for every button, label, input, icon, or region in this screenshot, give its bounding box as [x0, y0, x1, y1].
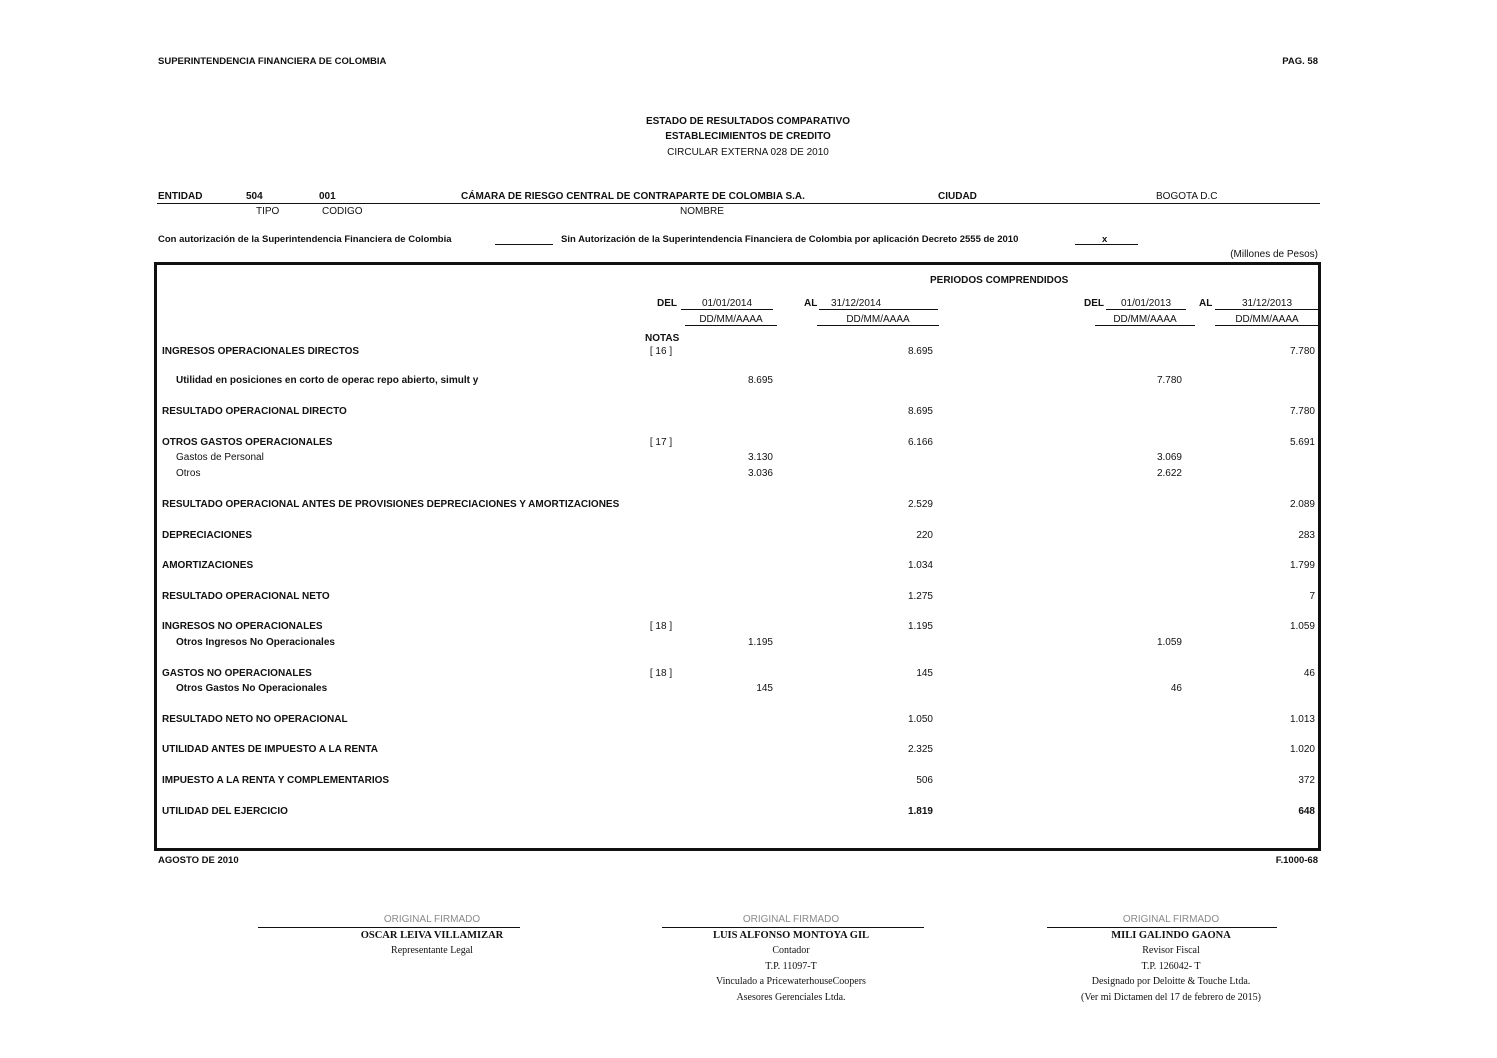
authorization-with-blank: [495, 244, 553, 245]
table-row: [157, 775, 1318, 790]
current-to-format: DD/MM/AAAA: [817, 314, 939, 326]
table-row: [157, 437, 1318, 452]
row-total-current: 2.325: [907, 744, 933, 755]
report-subtitle: ESTABLECIMIENTOS DE CREDITO: [665, 131, 831, 142]
row-total-prior: 46: [1303, 668, 1315, 679]
footer-date: AGOSTO DE 2010: [158, 855, 239, 866]
units-label: (Millones de Pesos): [1230, 249, 1318, 260]
row-label: RESULTADO OPERACIONAL ANTES DE PROVISIONES DEPRECIACIONES Y AMORTIZACIONES: [162, 499, 620, 510]
table-row: [157, 499, 1318, 514]
row-label: Otros: [176, 468, 201, 479]
row-total-prior: 5.691: [1289, 437, 1315, 448]
tipo-caption: TIPO: [256, 206, 280, 217]
entity-tipo: 504: [246, 191, 263, 202]
row-label: RESULTADO NETO NO OPERACIONAL: [162, 714, 348, 725]
signatory-name: LUIS ALFONSO MONTOYA GIL: [712, 929, 870, 941]
page-number: PAG. 58: [1282, 56, 1318, 67]
authorization-mark: x: [1102, 234, 1108, 245]
table-row: [157, 452, 1318, 467]
row-total-current: 1.275: [907, 591, 933, 602]
entity-codigo: 001: [319, 191, 336, 202]
prior-from-format: DD/MM/AAAA: [1095, 314, 1195, 326]
row-label: Otros Gastos No Operacionales: [176, 683, 328, 694]
report-title: ESTADO DE RESULTADOS COMPARATIVO: [645, 116, 851, 127]
row-detail-prior: 7.780: [1156, 375, 1182, 386]
signatory-name: MILI GALINDO GAONA: [1111, 929, 1231, 941]
table-row: [157, 637, 1318, 652]
periods-heading: PERIODOS COMPRENDIDOS: [930, 275, 1069, 286]
table-row: [157, 683, 1318, 698]
row-detail-current: 3.130: [747, 452, 773, 463]
row-detail-current: 145: [756, 683, 773, 694]
row-detail-prior: 46: [1170, 683, 1182, 694]
signatory-affiliation: Designado por Deloitte & Touche Ltda.: [1091, 976, 1251, 987]
row-total-current: 220: [916, 530, 933, 541]
row-total-current: 6.166: [907, 437, 933, 448]
signatory-license: T.P. 11097-T: [765, 960, 817, 972]
row-total-current: 506: [916, 775, 933, 786]
row-label: UTILIDAD ANTES DE IMPUESTO A LA RENTA: [162, 744, 378, 755]
row-total-prior: 1.013: [1289, 714, 1315, 725]
table-row: [157, 346, 1318, 361]
ciudad-label: CIUDAD: [938, 191, 977, 202]
row-detail-prior: 3.069: [1156, 452, 1182, 463]
row-total-current: 1.034: [907, 560, 933, 571]
row-total-prior: 283: [1298, 530, 1315, 541]
row-total-prior: 1.799: [1289, 560, 1315, 571]
table-row: [157, 591, 1318, 606]
signatory-opinion-note: (Ver mi Dictamen del 17 de febrero de 2015): [1081, 991, 1261, 1003]
signatory-role: Contador: [772, 945, 810, 956]
row-total-prior: 2.089: [1289, 499, 1315, 510]
signature-accountant: [651, 912, 931, 1005]
current-from-format: DD/MM/AAAA: [685, 314, 777, 326]
row-total-current: 1.819: [907, 806, 933, 817]
signature-firm-label: ORIGINAL FIRMADO: [742, 914, 840, 925]
signatory-role: Representante Legal: [391, 945, 473, 956]
authorization-with: Con autorización de la Superintendencia Financiera de Colombia: [158, 234, 452, 245]
row-label: INGRESOS OPERACIONALES DIRECTOS: [162, 346, 360, 357]
signature-fiscal-auditor: [1031, 912, 1311, 1005]
prior-from-date: 01/01/2013: [1106, 298, 1186, 310]
prior-al-label: AL: [1199, 298, 1213, 309]
row-label: Otros Ingresos No Operacionales: [176, 637, 335, 648]
current-del-label: DEL: [657, 298, 677, 309]
row-total-prior: 7: [1309, 591, 1315, 602]
row-total-current: 2.529: [907, 499, 933, 510]
signature-legal-representative: [292, 912, 572, 959]
prior-del-label: DEL: [1084, 298, 1104, 309]
row-note-ref: [ 18 ]: [649, 668, 673, 679]
current-from-date: 01/01/2014: [681, 298, 773, 310]
row-label: Utilidad en posiciones en corto de operac repo abierto, simult y: [176, 375, 479, 386]
row-total-prior: 1.059: [1289, 621, 1315, 632]
table-row: [157, 744, 1318, 759]
row-total-current: 1.050: [907, 714, 933, 725]
row-label: AMORTIZACIONES: [162, 560, 254, 571]
signature-firm-label: ORIGINAL FIRMADO: [1122, 914, 1220, 925]
entity-underline: [157, 203, 1320, 204]
footer-form-code: F.1000-68: [1275, 855, 1318, 866]
entity-nombre: CÁMARA DE RIESGO CENTRAL DE CONTRAPARTE DE COLOMBIA S.A.: [461, 191, 805, 202]
row-label: GASTOS NO OPERACIONALES: [162, 668, 312, 679]
table-row: [157, 530, 1318, 545]
row-total-prior: 648: [1298, 806, 1315, 817]
row-label: RESULTADO OPERACIONAL DIRECTO: [162, 406, 347, 417]
row-total-prior: 7.780: [1289, 406, 1315, 417]
row-note-ref: [ 16 ]: [649, 346, 673, 357]
table-row: [157, 668, 1318, 683]
row-total-prior: 1.020: [1289, 744, 1315, 755]
entity-label: ENTIDAD: [158, 191, 203, 202]
prior-to-date: 31/12/2013: [1215, 298, 1319, 310]
report-circular: CIRCULAR EXTERNA 028 DE 2010: [667, 147, 829, 158]
row-label: UTILIDAD DEL EJERCICIO: [162, 806, 288, 817]
table-row: [157, 468, 1318, 483]
row-total-current: 8.695: [907, 346, 933, 357]
row-label: INGRESOS NO OPERACIONALES: [162, 621, 323, 632]
row-detail-prior: 2.622: [1156, 468, 1182, 479]
current-to-date: 31/12/2014: [819, 298, 938, 310]
row-label: IMPUESTO A LA RENTA Y COMPLEMENTARIOS: [162, 775, 390, 786]
row-note-ref: [ 18 ]: [649, 621, 673, 632]
row-label: DEPRECIACIONES: [162, 530, 253, 541]
row-total-current: 1.195: [907, 621, 933, 632]
codigo-caption: CODIGO: [322, 206, 363, 217]
current-al-label: AL: [804, 298, 818, 309]
row-total-current: 8.695: [907, 406, 933, 417]
notas-label: NOTAS: [645, 333, 680, 344]
institution-name: SUPERINTENDENCIA FINANCIERA DE COLOMBIA: [158, 56, 387, 67]
row-label: RESULTADO OPERACIONAL NETO: [162, 591, 330, 602]
table-row: [157, 806, 1318, 821]
signatory-license: T.P. 126042- T: [1141, 960, 1201, 972]
signatory-affiliation-2: Asesores Gerenciales Ltda.: [736, 991, 846, 1003]
signature-firm-label: ORIGINAL FIRMADO: [383, 914, 481, 925]
table-row: [157, 406, 1318, 421]
income-statement-table: [154, 262, 1321, 851]
table-row: [157, 714, 1318, 729]
signatory-name: OSCAR LEIVA VILLAMIZAR: [360, 929, 504, 941]
table-row: [157, 621, 1318, 636]
ciudad-value: BOGOTA D.C: [1156, 191, 1218, 202]
row-detail-current: 3.036: [747, 468, 773, 479]
signatory-affiliation: Vinculado a PricewaterhouseCoopers: [716, 976, 866, 987]
row-total-prior: 372: [1298, 775, 1315, 786]
prior-to-format: DD/MM/AAAA: [1215, 314, 1319, 326]
row-label: OTROS GASTOS OPERACIONALES: [162, 437, 333, 448]
signatory-role: Revisor Fiscal: [1142, 945, 1200, 956]
row-detail-current: 1.195: [747, 637, 773, 648]
row-note-ref: [ 17 ]: [649, 437, 673, 448]
row-detail-current: 8.695: [747, 375, 773, 386]
table-row: [157, 375, 1318, 390]
table-row: [157, 560, 1318, 575]
row-detail-prior: 1.059: [1156, 637, 1182, 648]
nombre-caption: NOMBRE: [680, 206, 724, 217]
row-label: Gastos de Personal: [176, 452, 264, 463]
row-total-prior: 7.780: [1289, 346, 1315, 357]
row-total-current: 145: [916, 668, 933, 679]
authorization-without: Sin Autorización de la Superintendencia Financiera de Colombia por aplicación Decreto 2555 de 2010: [561, 234, 1019, 245]
